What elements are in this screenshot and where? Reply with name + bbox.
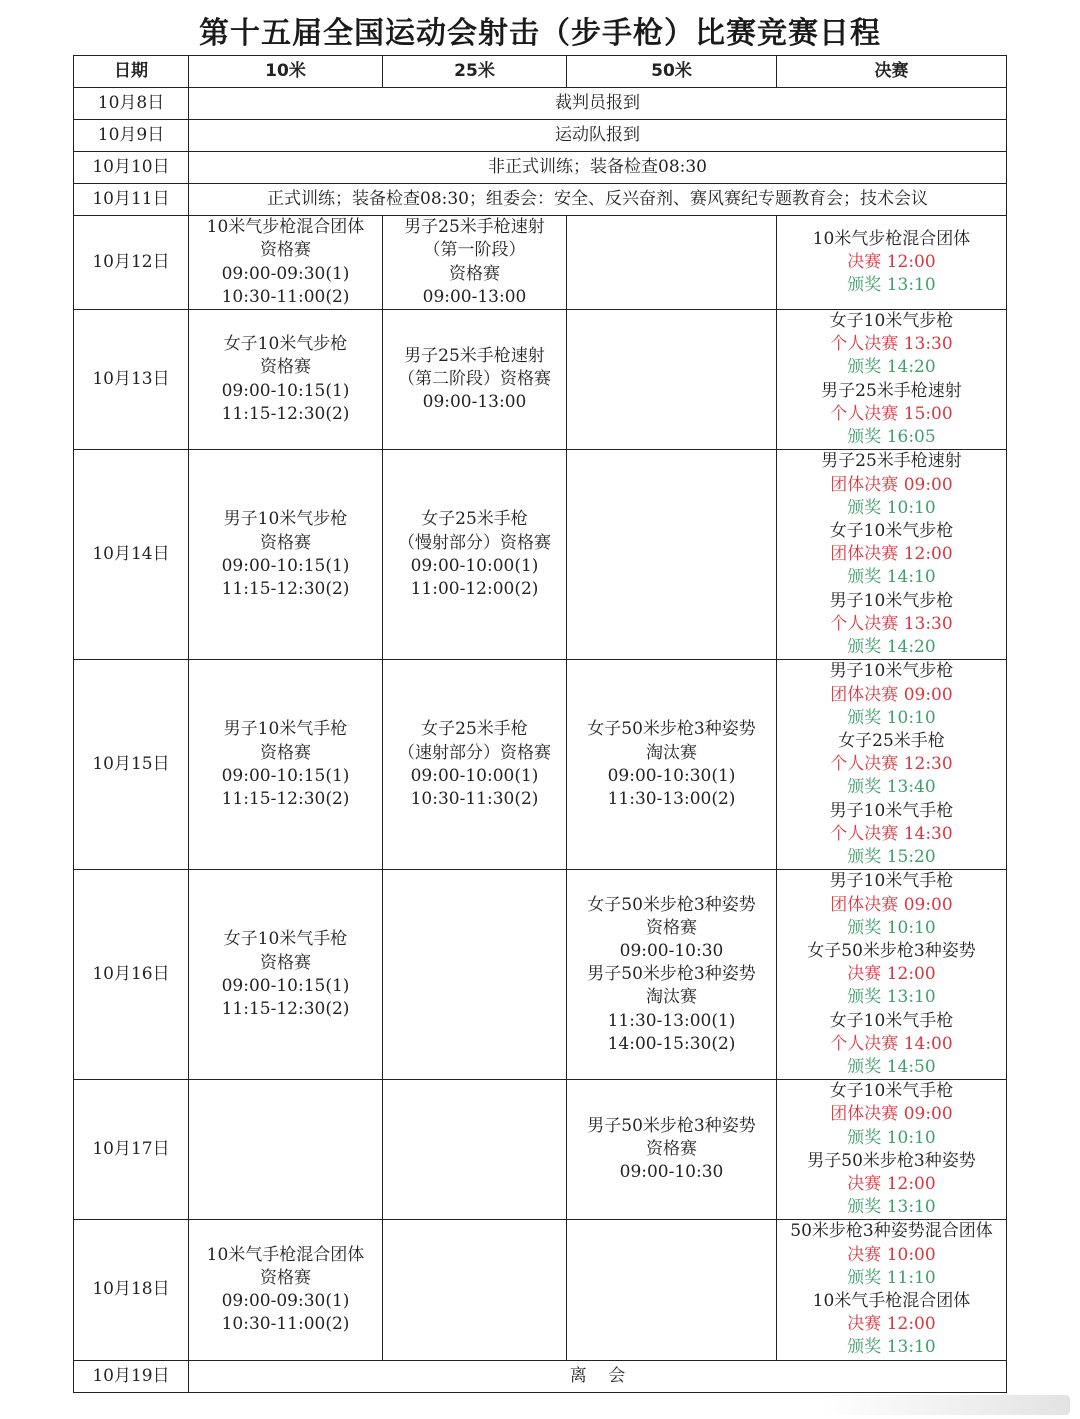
final-line: 颁奖 13:10 [847, 1337, 936, 1358]
cell-line: 男子10米气步枪 [223, 509, 348, 530]
cell-line: 09:00-10:30 [619, 940, 724, 961]
date-cell: 10月10日 [74, 152, 189, 184]
final-line: 决赛 10:00 [847, 1244, 936, 1265]
event-cell-m10 [189, 870, 383, 1080]
final-line: 决赛 12:00 [847, 251, 936, 272]
cell-line: 14:00-15:30(2) [607, 1033, 736, 1054]
date-cell: 10月16日 [74, 870, 189, 1080]
cell-line: 11:15-12:30(2) [221, 403, 350, 424]
cell-line: 女子10米气步枪 [223, 334, 348, 355]
event-cell-m25 [383, 1220, 567, 1360]
final-line: 颁奖 10:10 [847, 497, 936, 518]
table-row [74, 152, 1007, 184]
final-line: 颁奖 13:10 [847, 987, 936, 1008]
final-line: 女子10米气步枪 [829, 520, 954, 541]
span-cell: 非正式训练；装备检查08:30 [189, 152, 1007, 184]
final-line: 个人决赛 14:30 [830, 823, 953, 844]
final-cell [777, 450, 1007, 660]
date-cell: 10月9日 [74, 120, 189, 152]
final-line: 颁奖 13:10 [847, 1197, 936, 1218]
final-line: 个人决赛 14:00 [830, 1033, 953, 1054]
table-row [74, 870, 1007, 1080]
date-cell: 10月13日 [74, 310, 189, 450]
event-cell-m10 [189, 216, 383, 310]
final-line: 团体决赛 12:00 [830, 544, 953, 565]
final-cell [777, 1220, 1007, 1360]
watermark [820, 1395, 1070, 1415]
cell-line: 女子25米手枪 [421, 719, 528, 740]
span-cell: 运动队报到 [189, 120, 1007, 152]
table-row [74, 1220, 1007, 1360]
final-line: 团体决赛 09:00 [830, 894, 953, 915]
table-row [74, 120, 1007, 152]
final-line: 男子10米气手枪 [829, 871, 954, 892]
final-line: 团体决赛 09:00 [830, 684, 953, 705]
page-title: 第十五届全国运动会射击（步手枪）比赛竞赛日程 [199, 16, 881, 51]
final-line: 男子25米手枪速射 [821, 380, 962, 401]
cell-line: 10:30-11:00(2) [221, 286, 350, 307]
cell-line: （第二阶段）资格赛 [398, 369, 551, 389]
final-line: 个人决赛 13:30 [830, 613, 953, 634]
cell-line: 资格赛 [646, 1139, 697, 1160]
final-line: 颁奖 14:50 [847, 1056, 936, 1077]
event-cell-m25 [383, 870, 567, 1080]
event-cell-m50 [567, 870, 777, 1080]
event-cell-m50 [567, 1080, 777, 1220]
cell-line: 男子10米气手枪 [223, 719, 348, 740]
event-cell-m25 [383, 310, 567, 450]
cell-line: 淘汰赛 [646, 987, 697, 1008]
table-row [74, 184, 1007, 216]
event-cell-m25 [383, 450, 567, 660]
final-cell [777, 870, 1007, 1080]
cell-line: 男子50米步枪3种姿势 [587, 964, 756, 985]
span-cell: 裁判员报到 [189, 88, 1007, 120]
event-cell-m50 [567, 1220, 777, 1360]
span-cell: 正式训练；装备检查08:30；组委会：安全、反兴奋剂、赛风赛纪专题教育会；技术会议 [189, 184, 1007, 216]
final-line: 10米气手枪混合团体 [812, 1291, 971, 1312]
final-line: 颁奖 14:20 [847, 357, 936, 378]
final-line: 颁奖 13:40 [847, 777, 936, 798]
cell-line: 09:00-10:30 [619, 1162, 724, 1183]
cell-line: 09:00-10:15(1) [221, 555, 350, 576]
final-line: 颁奖 14:10 [847, 567, 936, 588]
cell-line: 女子10米气手枪 [223, 929, 348, 950]
cell-line: 10米气步枪混合团体 [206, 217, 365, 238]
final-line: 决赛 12:00 [847, 1314, 936, 1335]
final-cell [777, 1080, 1007, 1220]
cell-line: 09:00-10:00(1) [410, 765, 539, 786]
table-row [74, 310, 1007, 450]
final-line: 颁奖 10:10 [847, 707, 936, 728]
cell-line: 女子50米步枪3种姿势 [587, 719, 756, 740]
final-line: 男子10米气手枪 [829, 800, 954, 821]
final-line: 决赛 12:00 [847, 1174, 936, 1195]
event-cell-m25 [383, 660, 567, 870]
header-date: 日期 [74, 56, 189, 88]
cell-line: 资格赛 [260, 532, 311, 553]
cell-line: 09:00-09:30(1) [221, 263, 350, 284]
final-line: 个人决赛 13:30 [830, 334, 953, 355]
header-10m: 10米 [189, 56, 383, 88]
table-row [74, 1360, 1007, 1392]
cell-line: 09:00-10:00(1) [410, 555, 539, 576]
table-row [74, 216, 1007, 310]
date-cell: 10月15日 [74, 660, 189, 870]
span-cell: 离 会 [189, 1360, 1007, 1392]
cell-line: 09:00-09:30(1) [221, 1291, 350, 1312]
cell-line: 资格赛 [260, 1267, 311, 1288]
event-cell-m50 [567, 310, 777, 450]
final-line: 颁奖 11:10 [847, 1267, 936, 1288]
date-cell: 10月14日 [74, 450, 189, 660]
final-line: 女子50米步枪3种姿势 [807, 940, 976, 961]
final-line: 个人决赛 12:30 [830, 754, 953, 775]
header-final: 决赛 [777, 56, 1007, 88]
final-line: 女子10米气步枪 [829, 311, 954, 331]
header-25m: 25米 [383, 56, 567, 88]
final-line: 女子25米手枪 [838, 730, 945, 751]
cell-line: （速射部分）资格赛 [398, 742, 551, 763]
event-cell-m10 [189, 660, 383, 870]
table-row [74, 660, 1007, 870]
final-cell [777, 216, 1007, 310]
cell-line: （第一阶段） [423, 240, 526, 261]
final-line: 颁奖 13:10 [847, 275, 936, 296]
cell-line: 09:00-13:00 [422, 286, 527, 307]
date-cell: 10月11日 [74, 184, 189, 216]
cell-line: 09:00-10:15(1) [221, 380, 350, 401]
cell-line: 11:30-13:00(2) [607, 788, 736, 809]
event-cell-m10 [189, 450, 383, 660]
table-row [74, 88, 1007, 120]
final-line: 男子10米气步枪 [829, 661, 954, 682]
cell-line: 资格赛 [646, 917, 697, 938]
date-cell: 10月19日 [74, 1360, 189, 1392]
event-cell-m25 [383, 1080, 567, 1220]
cell-line: 11:15-12:30(2) [221, 788, 350, 809]
cell-line: 淘汰赛 [646, 742, 697, 763]
event-cell-m10 [189, 1080, 383, 1220]
final-line: 颁奖 14:20 [847, 636, 936, 657]
table-row [74, 1080, 1007, 1220]
cell-line: 11:00-12:00(2) [410, 578, 539, 599]
final-line: 50米步枪3种姿势混合团体 [790, 1221, 993, 1242]
cell-line: 男子25米手枪速射 [404, 345, 545, 366]
event-cell-m50 [567, 660, 777, 870]
date-cell: 10月17日 [74, 1080, 189, 1220]
final-line: 决赛 12:00 [847, 964, 936, 985]
cell-line: 资格赛 [260, 240, 311, 261]
cell-line: 男子25米手枪速射 [404, 217, 545, 238]
event-cell-m10 [189, 310, 383, 450]
event-cell-m50 [567, 450, 777, 660]
cell-line: 男子50米步枪3种姿势 [587, 1116, 756, 1137]
date-cell: 10月18日 [74, 1220, 189, 1360]
table-row [74, 450, 1007, 660]
cell-line: 10:30-11:00(2) [221, 1314, 350, 1335]
event-cell-m10 [189, 1220, 383, 1360]
date-cell: 10月12日 [74, 216, 189, 310]
final-line: 男子10米气步枪 [829, 590, 954, 611]
event-cell-m25 [383, 216, 567, 310]
cell-line: 资格赛 [260, 357, 311, 378]
cell-line: 资格赛 [449, 263, 500, 284]
final-cell [777, 660, 1007, 870]
final-line: 男子50米步枪3种姿势 [807, 1150, 976, 1171]
final-cell [777, 310, 1007, 450]
final-line: 团体决赛 09:00 [830, 474, 953, 495]
schedule-table [73, 55, 1007, 1393]
cell-line: 09:00-13:00 [422, 392, 527, 413]
cell-line: 10米气手枪混合团体 [206, 1244, 365, 1265]
cell-line: 资格赛 [260, 742, 311, 763]
cell-line: 09:00-10:30(1) [607, 765, 736, 786]
final-line: 颁奖 10:10 [847, 1127, 936, 1148]
cell-line: 资格赛 [260, 952, 311, 973]
final-line: 男子25米手枪速射 [821, 451, 962, 472]
final-line: 颁奖 16:05 [847, 427, 936, 448]
header-50m: 50米 [567, 56, 777, 88]
cell-line: 09:00-10:15(1) [221, 765, 350, 786]
final-line: 颁奖 15:20 [847, 846, 936, 867]
event-cell-m50 [567, 216, 777, 310]
final-line: 个人决赛 15:00 [830, 403, 953, 424]
header-row [74, 56, 1007, 88]
cell-line: 女子50米步枪3种姿势 [587, 894, 756, 915]
cell-line: 11:30-13:00(1) [607, 1010, 736, 1031]
cell-line: 11:15-12:30(2) [221, 578, 350, 599]
final-line: 女子10米气手枪 [829, 1010, 954, 1031]
final-line: 团体决赛 09:00 [830, 1104, 953, 1125]
cell-line: 女子25米手枪 [421, 509, 528, 530]
date-cell: 10月8日 [74, 88, 189, 120]
final-line: 10米气步枪混合团体 [812, 228, 971, 249]
cell-line: 09:00-10:15(1) [221, 975, 350, 996]
final-line: 女子10米气手枪 [829, 1081, 954, 1102]
cell-line: 10:30-11:30(2) [410, 788, 539, 809]
final-line: 颁奖 10:10 [847, 917, 936, 938]
cell-line: （慢射部分）资格赛 [398, 532, 551, 553]
cell-line: 11:15-12:30(2) [221, 998, 350, 1019]
